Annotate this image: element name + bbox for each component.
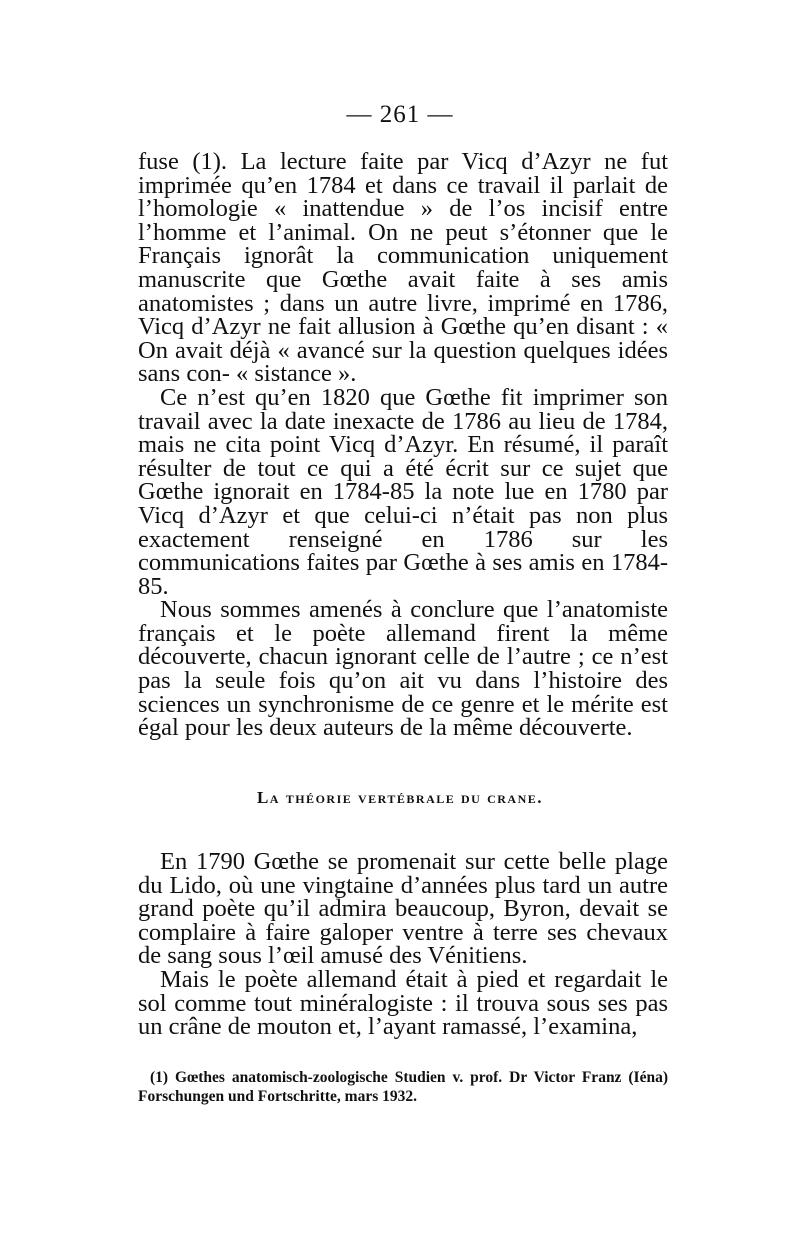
paragraph: Mais le poète allemand était à pied et regardait le sol comme tout minéralogiste : il trouva sous ses pas un crâne de mouton et, l’ayant ramassé, l’examina, xyxy=(138,965,668,1041)
footnote xyxy=(138,1068,668,1106)
page-number: — 261 — xyxy=(346,101,454,128)
paragraph: Ce n’est qu’en 1820 que Gœthe fit imprimer son travail avec la date inexacte de 1786 au lieu de 1784, mais ne cita point Vicq d’Azyr. En résumé, il paraît résulter de tout ce qui a été écrit sur ce sujet que Gœthe ignorait en 1784-85 la note lue en 1780 par Vicq d’Azyr et que celui-ci n’était pas non plus exactement renseigné en 1786 sur les communications faites par Gœthe à ses amis en 1784-85. xyxy=(138,383,668,600)
main-text xyxy=(138,150,668,740)
footnote-text: (1) Gœthes anatomisch-zoologische Studien v. prof. Dr Victor Franz (Iéna) Forschungen und Fortschritte, mars 1932. xyxy=(138,1069,668,1105)
paragraph: fuse (1). La lecture faite par Vicq d’Azyr ne fut imprimée qu’en 1784 et dans ce travail il parlait de l’homologie « inattendue » de l’os incisif entre l’homme et l’animal. On ne peut s’étonner que le Français ignorât la communication uniquement manuscrite que Gœthe avait faite à ses amis anatomistes ; dans un autre livre, imprimé en 1786, Vicq d’Azyr ne fait allusion à Gœthe qu’en disant : « On avait déjà « avancé sur la question quelques idées sans con- « sistance ». xyxy=(138,148,668,388)
section-title: La théorie vertébrale du crane. xyxy=(256,788,544,807)
paragraph: En 1790 Gœthe se promenait sur cette belle plage du Lido, où une vingtaine d’années plus tard un autre grand poète qu’il admira beaucoup, Byron, devait se complaire à faire galoper ventre à terre ses chevaux de sang sous l’œil amusé des Vénitiens. xyxy=(138,848,668,970)
section-text xyxy=(138,850,668,1039)
paragraph: Nous sommes amenés à conclure que l’anatomiste français et le poète allemand firent la même découverte, chacun ignorant celle de l’autre ; ce n’est pas la seule fois qu’on ait vu dans l’histoire des sciences un synchronisme de ce genre et le mérite est égal pour les deux auteurs de la même découverte. xyxy=(138,596,668,742)
